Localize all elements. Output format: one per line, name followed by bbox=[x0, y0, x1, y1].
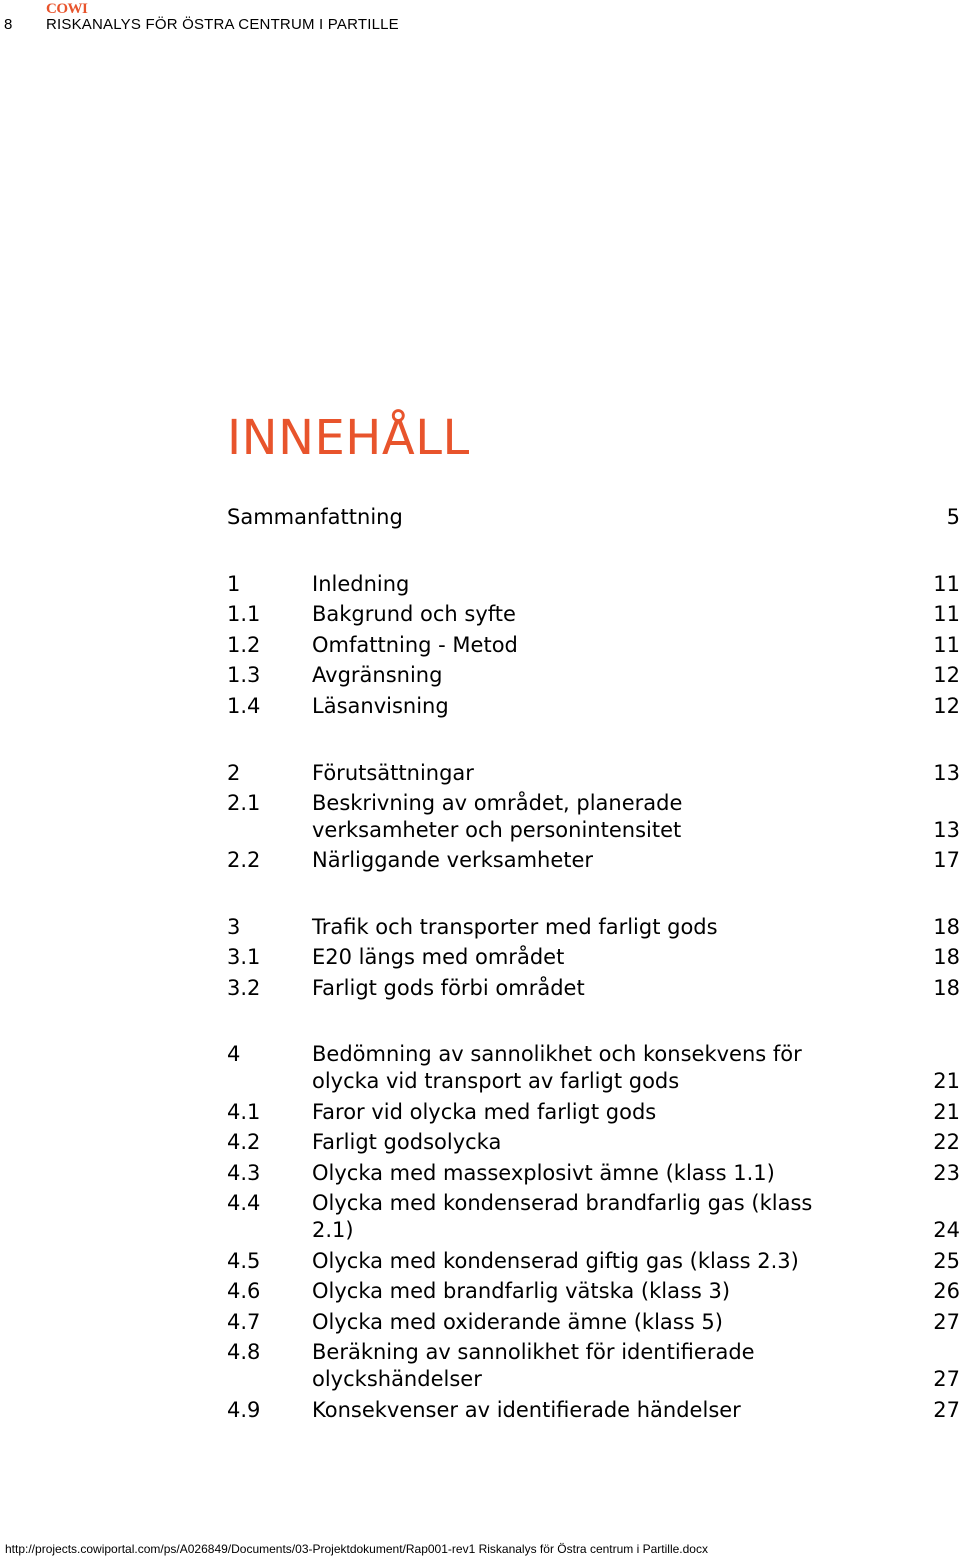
toc-entry-page: 11 bbox=[933, 572, 960, 596]
toc-entry-page: 13 bbox=[933, 761, 960, 785]
toc-entry-page: 24 bbox=[933, 1218, 960, 1242]
toc-entry-number: 1.1 bbox=[227, 602, 261, 626]
toc-entry-title: Farligt godsolycka bbox=[312, 1130, 502, 1154]
toc-entry-page: 12 bbox=[933, 694, 960, 718]
toc-entry-number: 4.2 bbox=[227, 1130, 261, 1154]
toc-entry-title: Läsanvisning bbox=[312, 694, 449, 718]
toc-entry-title-line-1: Beskrivning av området, planerade bbox=[312, 791, 683, 815]
toc-entry-title: Olycka med oxiderande ämne (klass 5) bbox=[312, 1310, 723, 1334]
toc-entry-page: 22 bbox=[933, 1130, 960, 1154]
toc-entry-number: 1.2 bbox=[227, 633, 261, 657]
toc-entry-title: Förutsättningar bbox=[312, 761, 474, 785]
toc-entry-number: 4.5 bbox=[227, 1249, 261, 1273]
toc-entry-title: Inledning bbox=[312, 572, 410, 596]
toc-entry-page: 11 bbox=[933, 633, 960, 657]
toc-entry-title: Omfattning - Metod bbox=[312, 633, 518, 657]
toc-entry-page: 23 bbox=[933, 1161, 960, 1185]
toc-entry-page: 12 bbox=[933, 663, 960, 687]
toc-entry-number: 3.1 bbox=[227, 945, 261, 969]
toc-entry-number: 4 bbox=[227, 1042, 241, 1066]
toc-entry-number: 2.2 bbox=[227, 848, 261, 872]
toc-entry-number: 4.4 bbox=[227, 1191, 261, 1215]
toc-entry-number: 4.1 bbox=[227, 1100, 261, 1124]
toc-entry-title: Olycka med brandfarlig vätska (klass 3) bbox=[312, 1279, 731, 1303]
toc-entry-title: Faror vid olycka med farligt gods bbox=[312, 1100, 657, 1124]
toc-entry-page: 25 bbox=[933, 1249, 960, 1273]
page-header bbox=[0, 0, 960, 40]
toc-entry-number: 3 bbox=[227, 915, 241, 939]
toc-entry-title: Olycka med kondenserad giftig gas (klass 2.3) bbox=[312, 1249, 799, 1273]
toc-entry-title-line-2: olyckshändelser bbox=[312, 1367, 482, 1391]
toc-entry-title-line-1: Bedömning av sannolikhet och konsekvens för bbox=[312, 1042, 802, 1066]
toc-entry-title: Närliggande verksamheter bbox=[312, 848, 594, 872]
document-title: RISKANALYS FÖR ÖSTRA CENTRUM I PARTILLE bbox=[46, 16, 399, 33]
footer-document-path: http://projects.cowiportal.com/ps/A026849/Documents/03-Projektdokument/Rap001-rev1 Riskanalys för Östra centrum i Partille.docx bbox=[5, 1542, 708, 1556]
toc-entry-number: 1.4 bbox=[227, 694, 261, 718]
toc-entry-title: Olycka med massexplosivt ämne (klass 1.1) bbox=[312, 1161, 775, 1185]
toc-entry-title: Avgränsning bbox=[312, 663, 443, 687]
toc-entry-number: 1.3 bbox=[227, 663, 261, 687]
toc-entry-page: 13 bbox=[933, 818, 960, 842]
toc-entry-page: 17 bbox=[933, 848, 960, 872]
toc-heading: INNEHÅLL bbox=[227, 410, 470, 466]
toc-entry-page: 26 bbox=[933, 1279, 960, 1303]
toc-entry-page: 18 bbox=[933, 915, 960, 939]
toc-entry-page: 27 bbox=[933, 1398, 960, 1422]
toc-entry-page: 27 bbox=[933, 1367, 960, 1391]
toc-entry-page: 11 bbox=[933, 602, 960, 626]
toc-entry-title: E20 längs med området bbox=[312, 945, 565, 969]
toc-entry-number: 4.9 bbox=[227, 1398, 261, 1422]
toc-entry-title-line-2: 2.1) bbox=[312, 1218, 354, 1242]
page-number: 8 bbox=[4, 16, 13, 33]
toc-entry-title: Konsekvenser av identifierade händelser bbox=[312, 1398, 741, 1422]
toc-entry-number: 1 bbox=[227, 572, 241, 596]
toc-entry-title: Farligt gods förbi området bbox=[312, 976, 585, 1000]
cowi-logo: COWI bbox=[46, 1, 88, 17]
toc-entry-number: 4.8 bbox=[227, 1340, 261, 1364]
toc-entry-page: 27 bbox=[933, 1310, 960, 1334]
toc-entry-page: 21 bbox=[933, 1100, 960, 1124]
toc-entry-number: 3.2 bbox=[227, 976, 261, 1000]
toc-entry-number: 4.3 bbox=[227, 1161, 261, 1185]
toc-entry-title-line-2: olycka vid transport av farligt gods bbox=[312, 1069, 680, 1093]
toc-entry-title-line-2: verksamheter och personintensitet bbox=[312, 818, 682, 842]
toc-entry-number: 4.6 bbox=[227, 1279, 261, 1303]
toc-entry-number: 2.1 bbox=[227, 791, 261, 815]
toc-entry-title: Sammanfattning bbox=[227, 505, 403, 529]
toc-entry-number: 4.7 bbox=[227, 1310, 261, 1334]
toc-entry-title: Trafik och transporter med farligt gods bbox=[312, 915, 718, 939]
toc-entry-page: 18 bbox=[933, 976, 960, 1000]
toc-entry-page: 18 bbox=[933, 945, 960, 969]
toc-entry-page: 21 bbox=[933, 1069, 960, 1093]
toc-entry-title: Bakgrund och syfte bbox=[312, 602, 516, 626]
toc-entry-page: 5 bbox=[946, 505, 960, 529]
toc-entry-number: 2 bbox=[227, 761, 241, 785]
toc-entry-title-line-1: Beräkning av sannolikhet för identifierade bbox=[312, 1340, 755, 1364]
toc-entry-title-line-1: Olycka med kondenserad brandfarlig gas (klass bbox=[312, 1191, 813, 1215]
